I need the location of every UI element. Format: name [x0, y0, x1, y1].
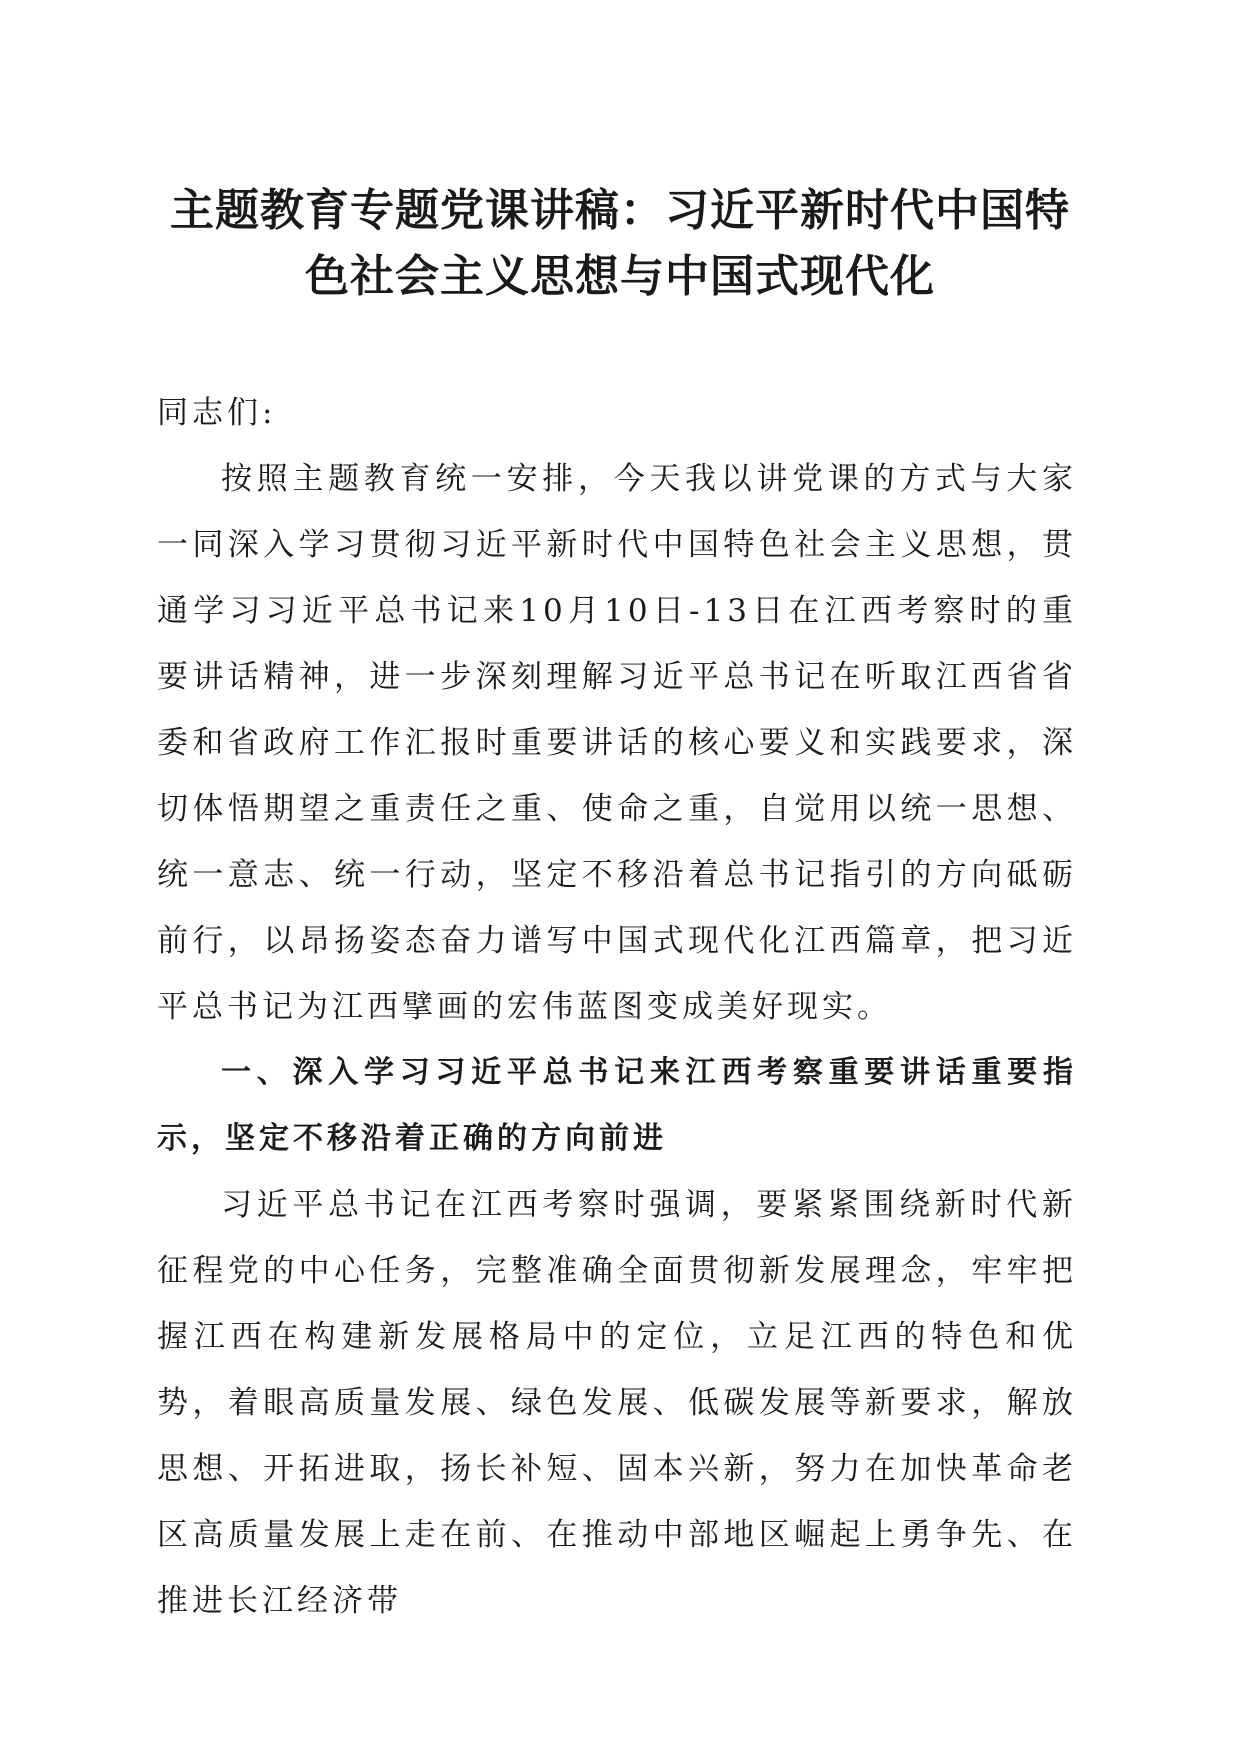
paragraph-intro: 按照主题教育统一安排，今天我以讲党课的方式与大家一同深入学习贯彻习近平新时代中国特色社会主义思想，贯通学习习近平总书记来10月10日-13日在江西考察时的重要讲话精神，进一步深刻理解习近平总书记在听取江西省省委和省政府工作汇报时重要讲话的核心要义和实践要求，深切体悟期望之重责任之重、使命之重，自觉用以统一思想、统一意志、统一行动，坚定不移沿着总书记指引的方向砥砺前行，以昂扬姿态奋力谱写中国式现代化江西篇章，把习近平总书记为江西擘画的宏伟蓝图变成美好现实。 [157, 461, 1077, 1025]
document-title [150, 178, 1090, 310]
title-line-2: 色社会主义思想与中国式现代化 [305, 251, 935, 302]
title-line-1: 主题教育专题党课讲稿：习近平新时代中国特 [170, 185, 1070, 236]
section-heading-1: 一、深入学习习近平总书记来江西考察重要讲话重要指示，坚定不移沿着正确的方向前进 [157, 1055, 1077, 1156]
salutation: 同志们: [157, 395, 277, 431]
paragraph-section-1: 习近平总书记在江西考察时强调，要紧紧围绕新时代新征程党的中心任务，完整准确全面贯彻新发展理念，牢牢把握江西在构建新发展格局中的定位，立足江西的特色和优势，着眼高质量发展、绿色发展、低碳发展等新要求，解放思想、开拓进取，扬长补短、固本兴新，努力在加快革命老区高质量发展上走在前、在推动中部地区崛起上勇争先、在推进长江经济带 [157, 1187, 1077, 1619]
document-body [157, 380, 1077, 1634]
